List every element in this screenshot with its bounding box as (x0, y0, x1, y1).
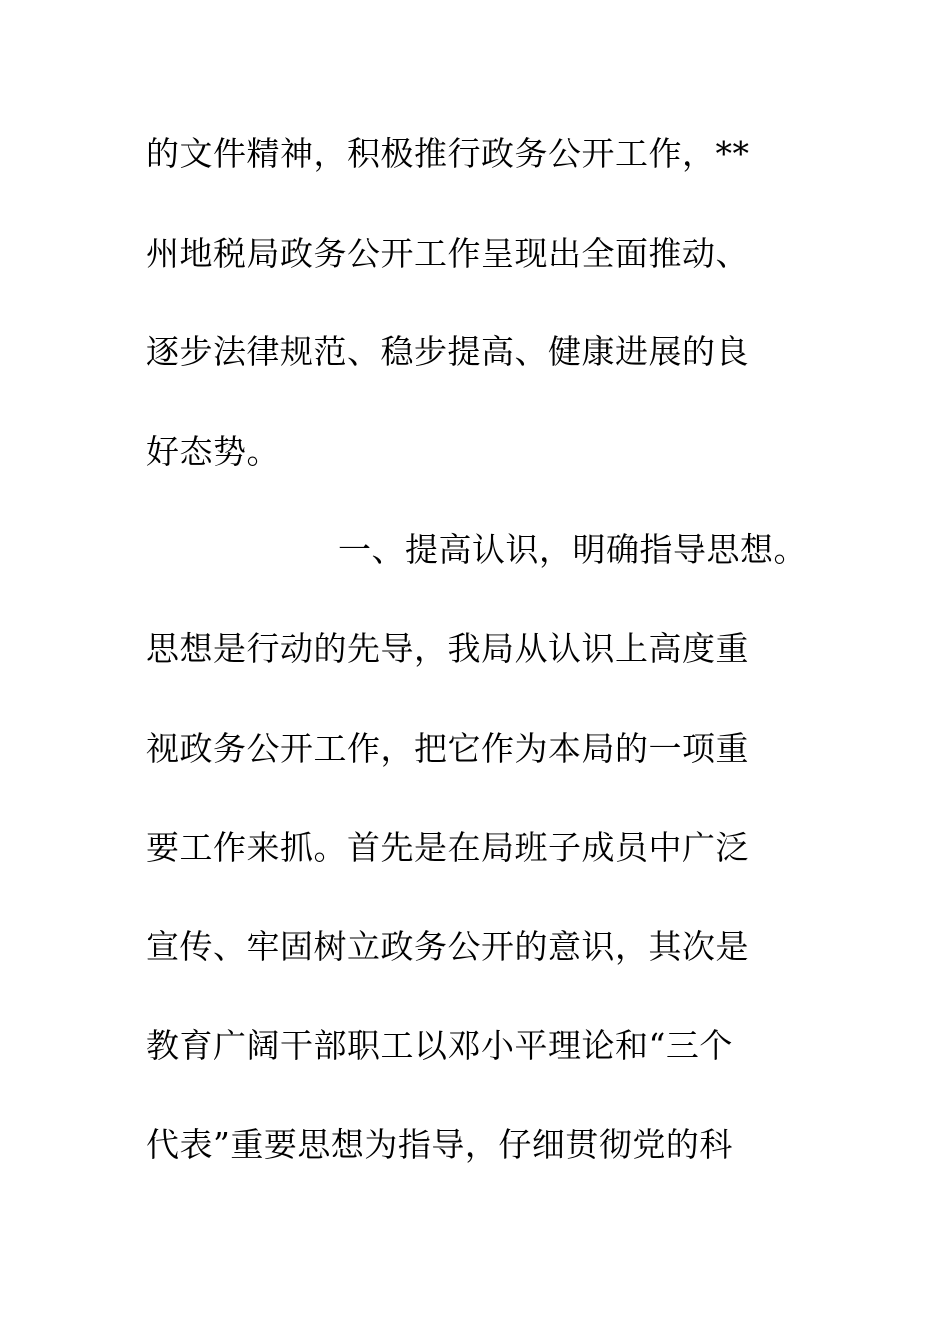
paragraph-line-6: 视政务公开工作，把它作为本局的一项重 (146, 729, 749, 768)
paragraph-line-8: 宣传、牢固树立政务公开的意识，其次是 (146, 927, 749, 966)
paragraph-line-4: 好态势。 (146, 432, 280, 471)
section-heading: 一、提高认识，明确指导思想。 (338, 530, 807, 569)
paragraph-line-9: 教育广阔干部职工以邓小平理论和“三个 (146, 1026, 733, 1065)
paragraph-line-1: 的文件精神，积极推行政务公开工作，** (146, 134, 750, 173)
paragraph-line-3: 逐步法律规范、稳步提高、健康进展的良 (146, 332, 749, 371)
paragraph-line-2: 州地税局政务公开工作呈现出全面推动、 (146, 234, 749, 273)
paragraph-line-7: 要工作来抓。首先是在局班子成员中广泛 (146, 828, 749, 867)
paragraph-line-5: 思想是行动的先导，我局从认识上高度重 (146, 629, 749, 668)
paragraph-line-10: 代表”重要思想为指导，仔细贯彻党的科 (146, 1125, 733, 1164)
